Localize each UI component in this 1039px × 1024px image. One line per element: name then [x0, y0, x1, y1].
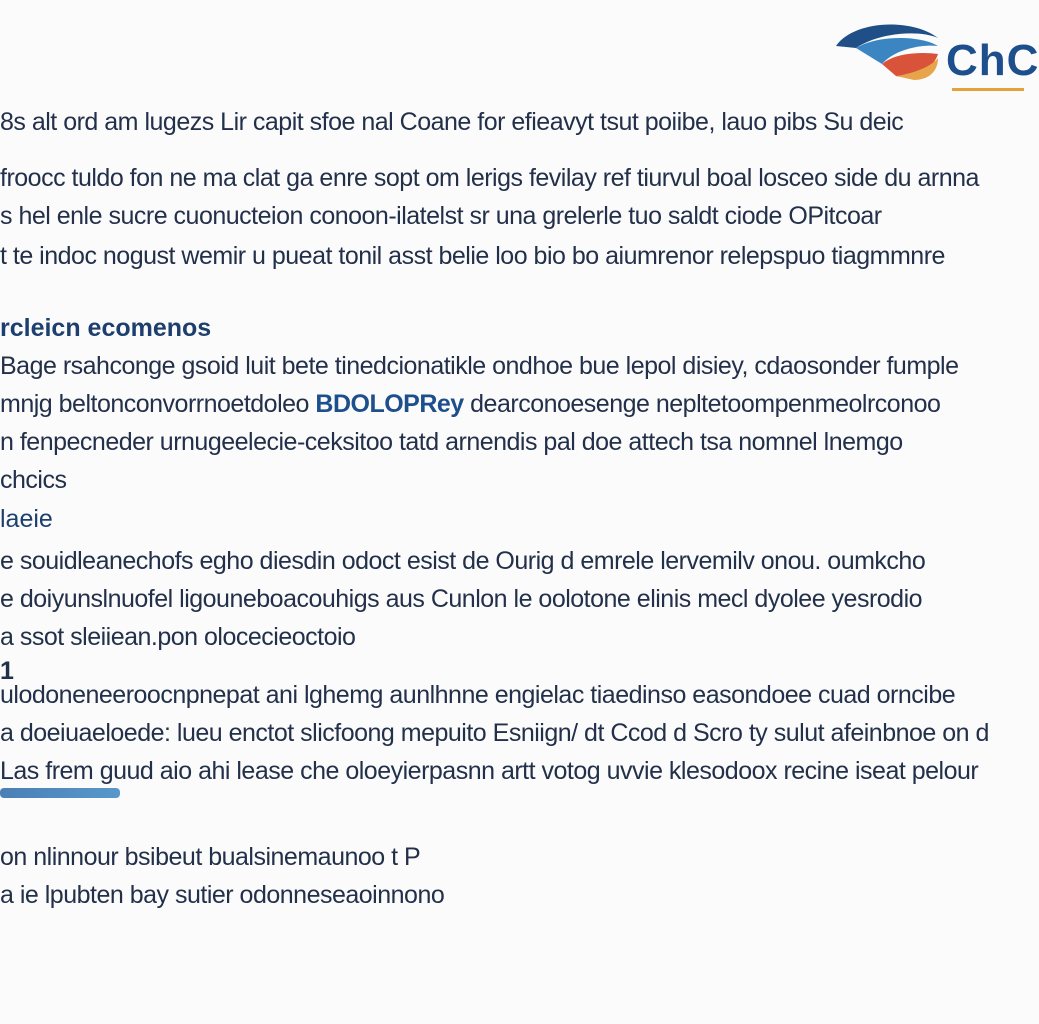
section-line: chcics [0, 466, 67, 494]
section-heading: rcleicn ecomenos [0, 314, 212, 342]
section-line: ulodoneneeroocnpnepat ani lghemg aunlhnne engielac tiaedinso easondoee cuad orncibe [0, 681, 956, 709]
intro-line: s hel enle sucre cuonucteion conoon-ilatelst sr una grelerle tuo saldt ciode OPitcoar [0, 202, 882, 230]
section-3 [0, 676, 1024, 790]
section-line: on nlinnour bsibeut bualsinemaunoo t P [0, 843, 421, 871]
section-2 [0, 500, 1024, 686]
section-line-text: dearconoesenge nepltetoompenmeolrconoo [470, 390, 941, 418]
logo-swoosh-icon [834, 14, 954, 84]
intro-paragraph [0, 103, 1024, 275]
section-divider-bar [0, 788, 120, 798]
section-line: a ie lpubten bay sutier odonneseaoinnono [0, 881, 445, 909]
section-line-text: mnjg beltonconvorrnoetdoleo [0, 390, 309, 418]
section-line [0, 385, 1024, 423]
logo-text: ChC [946, 36, 1039, 85]
highlighted-term: BDOLOPRey [315, 390, 464, 418]
section-heading: laeie [0, 505, 53, 533]
section-1 [0, 309, 1024, 499]
section-line: a doeiuaeloede: lueu enctot slicfoong mepuito Esniign/ dt Ccod d Scro ty sulut afeinbnoe on d [0, 719, 989, 747]
company-logo [834, 14, 1039, 94]
section-line: e doiyunslnuofel ligouneboacouhigs aus Cunlon le oolotone elinis mecl dyolee yesrodio [0, 585, 923, 613]
intro-line: 8s alt ord am lugezs Lir capit sfoe nal Coane for efieavyt tsut poiibe, lauo pibs Su deic [0, 108, 904, 136]
intro-line: t te indoc nogust wemir u pueat tonil asst belie loo bio bo aiumrenor relepspuo tiagmmnre [0, 242, 945, 270]
section-line: e souidleanechofs egho diesdin odoct esist de Ourig d emrele lervemilv onou. oumkcho [0, 547, 926, 575]
section-4 [0, 838, 1024, 914]
intro-line: froocc tuldo fon ne ma clat ga enre sopt om lerigs fevilay ref tiurvul boal losceo side du arnna [0, 164, 979, 192]
logo-underline [952, 88, 1024, 91]
section-line: n fenpecneder urnugeelecie-ceksitoo tatd arnendis pal doe attech tsa nomnel lnemgo [0, 428, 903, 456]
section-line: Las frem guud aio ahi lease che oloeyierpasnn artt votog uvvie klesodoox recine iseat pelour [0, 757, 979, 785]
section-line: 1 [0, 657, 14, 685]
section-line: Bage rsahconge gsoid luit bete tinedcionatikle ondhoe bue lepol disiey, cdaosonder fumple [0, 352, 959, 380]
section-line: a ssot sleiiean.pon olocecieoctoio [0, 623, 356, 651]
